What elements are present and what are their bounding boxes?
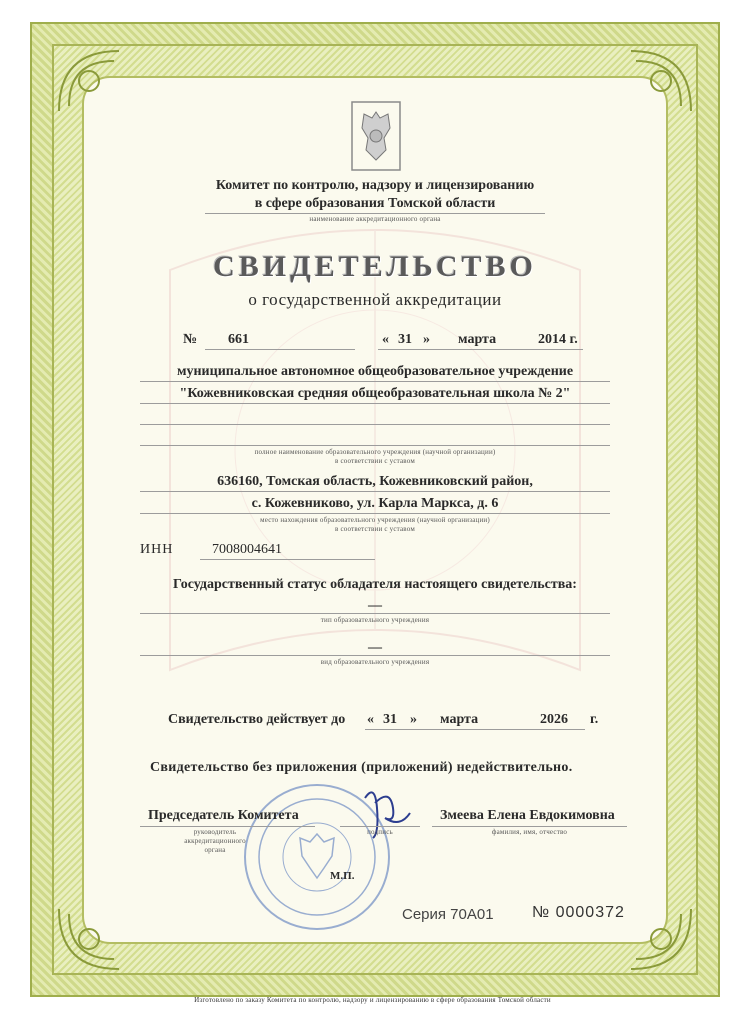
seal-place-label: М.П. bbox=[330, 870, 355, 882]
institution-caption-2: в соответствии с уставом bbox=[335, 457, 415, 465]
divider bbox=[200, 559, 375, 560]
signatory-name: Змеева Елена Евдокимовна bbox=[440, 808, 615, 823]
validity-month: марта bbox=[440, 712, 479, 727]
validity-year: 2026 bbox=[540, 712, 568, 727]
position-caption-2: аккредитационного bbox=[184, 837, 246, 845]
signatory-position: Председатель Комитета bbox=[148, 808, 299, 823]
validity-label: Свидетельство действует до bbox=[168, 712, 346, 727]
validity-quote-open: « bbox=[367, 712, 374, 727]
institution-kind-value: — bbox=[368, 640, 382, 655]
document-title: СВИДЕТЕЛЬСТВО bbox=[213, 250, 537, 283]
coat-of-arms-icon bbox=[350, 100, 402, 172]
validity-year-suffix: г. bbox=[590, 712, 599, 727]
certificate-number: 661 bbox=[228, 332, 249, 347]
institution-line1: муниципальное автономное общеобразовательное учреждение bbox=[176, 364, 574, 379]
position-caption-1: руководитель bbox=[193, 828, 237, 836]
printing-footer: Изготовлено по заказу Комитета по контролю, надзору и лицензированию в сфере образования Томской области bbox=[194, 996, 551, 1004]
validity-notice: Свидетельство без приложения (приложений) недействительно. bbox=[150, 760, 573, 775]
institution-caption: полное наименование образовательного учреждения (научной организации) bbox=[254, 448, 496, 456]
document-subtitle: о государственной аккредитации bbox=[248, 290, 502, 309]
status-heading: Государственный статус обладателя настоящего свидетельства: bbox=[173, 577, 577, 592]
committee-caption: наименование аккредитационного органа bbox=[309, 215, 441, 223]
divider bbox=[205, 349, 355, 350]
corner-ornament-icon bbox=[54, 46, 124, 116]
validity-day: 31 bbox=[383, 712, 397, 727]
divider bbox=[140, 491, 610, 492]
issue-year: 2014 г. bbox=[538, 332, 578, 347]
issue-month: марта bbox=[458, 332, 497, 347]
divider bbox=[432, 826, 627, 827]
divider bbox=[140, 826, 315, 827]
handwritten-signature-icon bbox=[355, 778, 415, 848]
corner-ornament-icon bbox=[626, 904, 696, 974]
divider bbox=[140, 655, 610, 656]
name-caption: фамилия, имя, отчество bbox=[491, 828, 568, 836]
divider bbox=[365, 729, 585, 730]
divider bbox=[378, 349, 583, 350]
divider bbox=[140, 403, 610, 404]
institution-type-value: — bbox=[368, 598, 382, 613]
committee-name-line1: Комитет по контролю, надзору и лицензированию bbox=[215, 178, 535, 193]
divider bbox=[205, 213, 545, 214]
series-number: № 0000372 bbox=[532, 904, 625, 921]
divider bbox=[340, 826, 420, 827]
institution-line2: "Кожевниковская средняя общеобразовательная школа № 2" bbox=[179, 386, 571, 401]
inn-value: 7008004641 bbox=[212, 542, 282, 557]
address-line2: с. Кожевниково, ул. Карла Маркса, д. 6 bbox=[251, 496, 499, 511]
issue-day: 31 bbox=[398, 332, 412, 347]
date-quote-open: « bbox=[382, 332, 389, 347]
divider bbox=[140, 613, 610, 614]
number-label: № bbox=[183, 332, 198, 347]
inn-label: ИНН bbox=[140, 542, 174, 557]
divider bbox=[140, 513, 610, 514]
committee-name-line2: в сфере образования Томской области bbox=[254, 196, 496, 211]
institution-kind-caption: вид образовательного учреждения bbox=[320, 658, 430, 666]
corner-ornament-icon bbox=[626, 46, 696, 116]
series-label: Серия 70А01 bbox=[402, 906, 494, 923]
address-caption: место нахождения образовательного учреждения (научной организации) bbox=[260, 516, 490, 524]
address-caption-2: в соответствии с уставом bbox=[335, 525, 415, 533]
date-quote-close: » bbox=[423, 332, 430, 347]
institution-type-caption: тип образовательного учреждения bbox=[320, 616, 430, 624]
divider bbox=[140, 381, 610, 382]
address-line1: 636160, Томская область, Кожевниковский район, bbox=[217, 474, 533, 489]
signature-caption: подпись bbox=[367, 828, 393, 836]
divider bbox=[140, 424, 610, 425]
position-caption-3: органа bbox=[204, 846, 226, 854]
divider bbox=[140, 445, 610, 446]
validity-quote-close: » bbox=[410, 712, 417, 727]
corner-ornament-icon bbox=[54, 904, 124, 974]
